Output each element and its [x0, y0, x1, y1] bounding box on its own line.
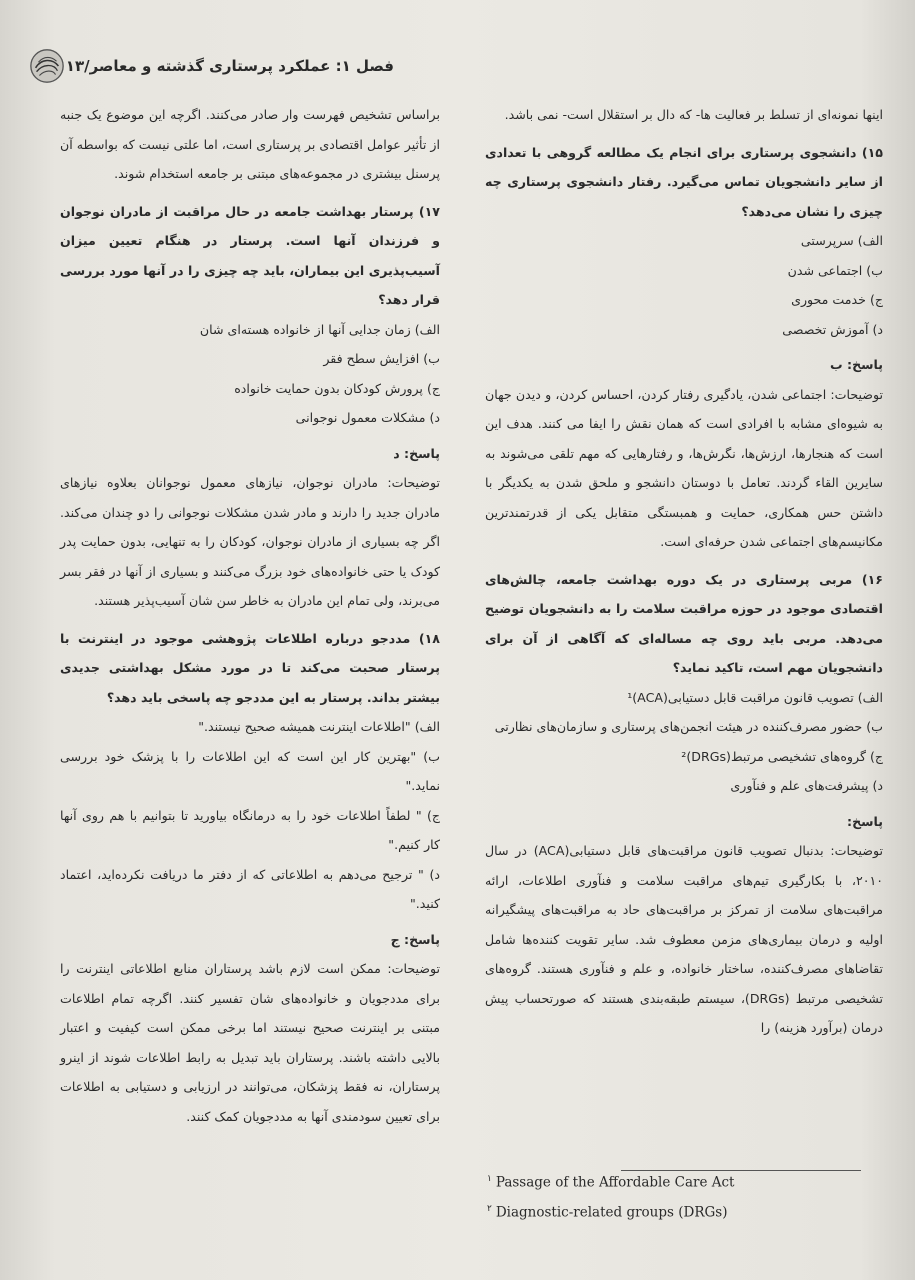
q16-explanation: توضیحات: بدنبال تصویب قانون مراقبت‌های قابل دستیابی(ACA) در سال ۲۰۱۰، با بکارگیری تیم‌های مراقبت سلامت و فنآوری اطلاعات، ارائه مراقبت‌های سلامت از تمرکز بر مراقبت‌های حاد به مراقبت‌های پیشگیرانه اولیه و درمان بیماری‌های مزمن معطوف شد. سایر تقویت کننده‌ها شامل تقاضاهای مصرف‌کننده، ساختار خانواده، و علم و فنآوری هستند. گروه‌های تشخیصی مرتبط (DRGs)، سیستم طبقه‌بندی هستند که صورتحساب پیش درمان (برآورد هزینه) را: [485, 843, 884, 1035]
footnote-2-mark: ۲: [487, 1203, 492, 1214]
q18-option-b: ب) "بهترین کار این است که این اطلاعات را با پزشک خود بررسی نماید.": [60, 748, 440, 793]
q18-option-a: الف) "اطلاعات اینترنت همیشه صحیح نیستند.": [198, 719, 440, 734]
question-15: ۱۵) دانشجوی پرستاری برای انجام یک مطالعه گروهی با تعدادی از سایر دانشجویان تماس می‌گیرد. رفتار دانشجوی پرستاری چه چیزی را نشان می‌دهد؟: [485, 144, 883, 219]
intro-paragraph: اینها نمونه‌ای از تسلط بر فعالیت ها- که دال بر استقلال است- نمی باشد.: [504, 107, 883, 122]
question-17: ۱۷) پرستار بهداشت جامعه در حال مراقبت از مادران نوجوان و فرزندان آنها است. پرستار در هنگام تعیین میزان آسیب‌پذیری این بیماران، باید چه چیزی را در آنها مورد بررسی قرار دهد؟: [60, 203, 440, 307]
q17-option-c: ج) پرورش کودکان بدون حمایت خانواده: [234, 380, 440, 396]
q17-option-d: د) مشکلات معمول نوجوانی: [295, 410, 440, 425]
q15-option-a: الف) سرپرستی: [800, 233, 883, 248]
chapter-running-title: فصل ۱: عملکرد پرستاری گذشته و معاصر/۱۳: [65, 57, 394, 75]
circular-swirl-logo-icon: [28, 47, 66, 85]
q16-option-a: الف) تصویب قانون مراقبت قابل دستیابی(ACA)¹: [627, 689, 883, 705]
footnote-1-mark: ۱: [487, 1174, 492, 1184]
q16-option-b: ب) حضور مصرف‌کننده در هیئت انجمن‌های پرستاری و سازمان‌های نظارتی: [494, 719, 883, 734]
q15-option-d: د) آموزش تخصصی: [782, 321, 883, 337]
q18-option-d: د) " ترجیح می‌دهم به اطلاعاتی که از دفتر ما دریافت نکرده‌اید، اعتماد کنید.": [60, 866, 440, 911]
footnote-1-text: Passage of the Affordable Care Act: [495, 1174, 735, 1191]
q17-option-a: الف) زمان جدایی آنها از خانواده هسته‌ای شان: [199, 321, 440, 337]
q18-explanation: توضیحات: ممکن است لازم باشد پرستاران منابع اطلاعاتی اینترنت را برای مددجویان و خانواده‌های شان تفسیر کنند. اگرچه تمام اطلاعات مبتنی بر اینترنت صحیح نیستند اما برخی ممکن است کیفیت و اعتبار بالایی داشته باشند. پرستاران باید تبدیل به رابط اطلاعات شوند از اینرو پرستاران، نه فقط پزشکان، می‌توانند در ارزیابی و دستیابی به اطلاعات برای تعیین سودمندی آنها به مددجویان کمک کنند.: [60, 961, 440, 1124]
q17-explanation: توضیحات: مادران نوجوان، نیازهای معمول نوجوانان بعلاوه نیازهای مادران جدید را دارند و مادر شدن مشکلات نوجوانی را دو چندان می‌کند. اگر چه بسیاری از مادران نوجوان، کودکان را به تنهایی، بدون حمایت پدر کودک یا حتی خانواده‌های خود بزرگ می‌کنند و بسیاری از آنها در فقر بسر می‌برند، ولی تمام این مادران به خاطر سن شان آسیب‌پذیر هستند.: [60, 475, 440, 608]
footnote-2-text: Diagnostic-related groups (DRGs): [495, 1204, 728, 1220]
q16-option-c: ج) گروه‌های تشخیصی مرتبط(DRGs)²: [681, 748, 883, 764]
question-18: ۱۸) مددجو درباره اطلاعات پژوهشی موجود در اینترنت با پرستار صحبت می‌کند تا در مورد مشکل بهداشتی جدیدی بیشتر بداند. پرستار به این مددجو چه پاسخی باید دهد؟: [60, 630, 440, 705]
q16-answer: پاسخ:: [847, 813, 883, 829]
q16-option-d: د) پیشرفت‌های علم و فنآوری: [730, 778, 883, 793]
footnote-1: [481, 1166, 861, 1196]
q15-explanation: توضیحات: اجتماعی شدن، یادگیری رفتار کردن، احساس کردن، و دیدن جهان به شیوه‌ای مشابه با افرادی است که همان نقش را ایفا می کنند. هدف این است که هنجارها، ارزش‌ها، نگرش‌ها، و رفتارهایی که مهم تلقی می‌شوند به سایرین القاء گردند. تعامل با دوستان دانشجو و ملحق شدن به یکدیگر با داشتن حس همکاری، حمایت و همبستگی متقابل یکی از قدرتمندترین مکانیسم‌های اجتماعی شدن حرفه‌ای است.: [485, 386, 883, 549]
q15-option-c: ج) خدمت محوری: [791, 292, 883, 307]
footnotes: [481, 1166, 861, 1225]
footnote-2: [481, 1196, 861, 1226]
q15-option-b: ب) اجتماعی شدن: [787, 262, 883, 278]
q17-answer: پاسخ: د: [393, 445, 440, 461]
q18-option-c: ج) " لطفاً اطلاعات خود را به درمانگاه بیاورید تا بتوانیم با هم روی آنها کار کنیم.": [60, 807, 440, 852]
right-column: [485, 100, 883, 1043]
q17-option-b: ب) افزایش سطح فقر: [323, 351, 440, 366]
left-column: [60, 100, 440, 1131]
continuation-paragraph: براساس تشخیص فهرست وار صادر می‌کنند. اگرچه این موضوع یک جنبه از تأثیر عوامل اقتصادی بر پرستاری است، اما علتی نیست که بواسطه آن پرسنل بیشتری در مجموعه‌های مبتنی بر جامعه استخدام شوند.: [60, 107, 440, 181]
question-16: ۱۶) مربی پرستاری در یک دوره بهداشت جامعه، چالش‌های اقتصادی موجود در حوزه مراقبت سلامت را به دانشجویان توضیح می‌دهد. مربی باید روی چه مساله‌ای که آگاهی از آن برای دانشجویان مهم است، تاکید نماید؟: [485, 571, 883, 675]
q18-answer: پاسخ: ج: [390, 931, 440, 947]
page-header: [58, 48, 400, 84]
q15-answer: پاسخ: ب: [830, 357, 883, 372]
